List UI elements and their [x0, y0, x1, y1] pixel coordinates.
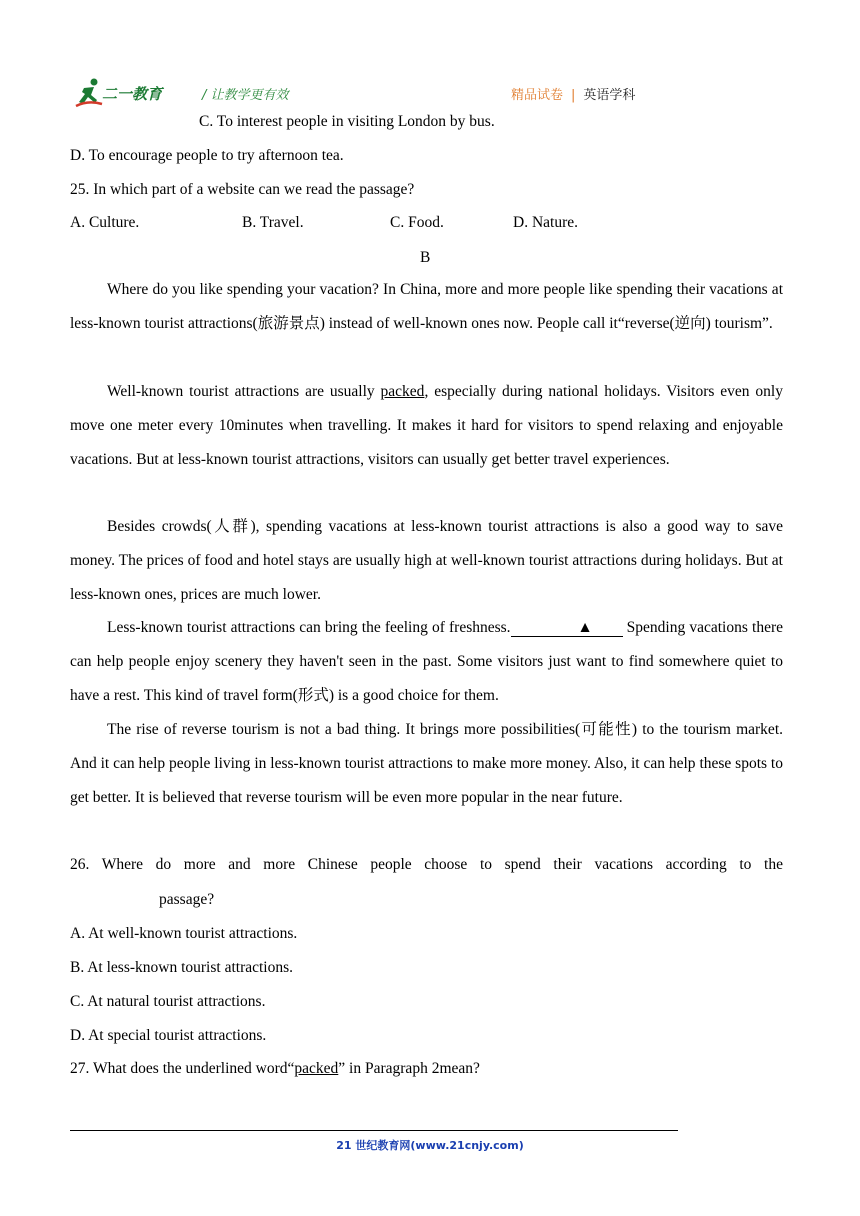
- header-right: [511, 84, 635, 103]
- header-label-premium: 精品试卷: [511, 88, 564, 103]
- passage-paragraph-2: Well-known tourist attractions are usually packed, especially during national holidays. Visitors even only move one meter every 10minutes when travelling. It makes it hard for visitors to spend relaxing and enjoyable vacations. But at less-known tourist attractions, visitors can usually get better travel experiences.: [70, 383, 783, 468]
- passage-paragraph-4: Less-known tourist attractions can bring the feeling of freshness. ▲ Spending vacations there can help people enjoy scenery they haven't seen in the past. Some visitors just want to find somewhere quiet to have a rest. This kind of travel form(形式) is a good choice for them.: [70, 619, 783, 704]
- passage-paragraph-1: Where do you like spending your vacation? In China, more and more people like spending their vacations at less-known tourist attractions(旅游景点) instead of well-known ones now. People call it“reverse(逆向) tourism”.: [70, 281, 783, 332]
- section-label: B: [420, 249, 431, 266]
- logo: [74, 76, 184, 108]
- answer-blank: ▲: [511, 620, 623, 637]
- runner-icon: [74, 76, 104, 108]
- q27-question: 27. What does the underlined word“packed” in Paragraph 2mean?: [70, 1060, 480, 1077]
- q25-option-b: B. Travel.: [242, 214, 304, 231]
- q24-option-c: C. To interest people in visiting London by bus.: [199, 113, 495, 130]
- q25-option-d: D. Nature.: [513, 214, 578, 231]
- footer-divider: [70, 1130, 678, 1131]
- passage-paragraph-5: The rise of reverse tourism is not a bad thing. It brings more possibilities(可能性) to the tourism market. And it can help people living in less-known tourist attractions to make more money. Also, it can help these spots to get better. It is believed that reverse tourism will be even more popular in the near future.: [70, 721, 783, 806]
- q26-option-b: B. At less-known tourist attractions.: [70, 959, 294, 976]
- logo-text: 二一教育: [102, 85, 163, 103]
- underlined-word: packed: [380, 383, 425, 400]
- q27-underlined-word: packed: [294, 1060, 339, 1077]
- q25-option-c: C. Food.: [390, 214, 444, 231]
- header-label-subject: 英语学科: [583, 88, 636, 103]
- passage-paragraph-3: Besides crowds(人群), spending vacations at less-known tourist attractions is also a good way to save money. The prices of food and hotel stays are usually high at well-known tourist attractions during holidays. But at less-known ones, prices are much lower.: [70, 518, 783, 603]
- q24-option-d: D. To encourage people to try afternoon tea.: [70, 147, 344, 164]
- q25-option-a: A. Culture.: [70, 214, 140, 231]
- q26-option-d: D. At special tourist attractions.: [70, 1027, 267, 1044]
- header-divider: |: [571, 88, 576, 103]
- q25-question: 25. In which part of a website can we read the passage?: [70, 181, 415, 198]
- footer-link[interactable]: 21 世纪教育网(www.21cnjy.com): [336, 1139, 524, 1152]
- q26-question-line1: 26. Where do more and more Chinese people choose to spend their vacations according to the: [70, 856, 783, 873]
- q26-option-c: C. At natural tourist attractions.: [70, 993, 266, 1010]
- q26-question-line2: passage?: [159, 891, 215, 908]
- q26-option-a: A. At well-known tourist attractions.: [70, 925, 298, 942]
- page-header: [74, 76, 794, 108]
- slogan: / 让教学更有效: [202, 88, 289, 103]
